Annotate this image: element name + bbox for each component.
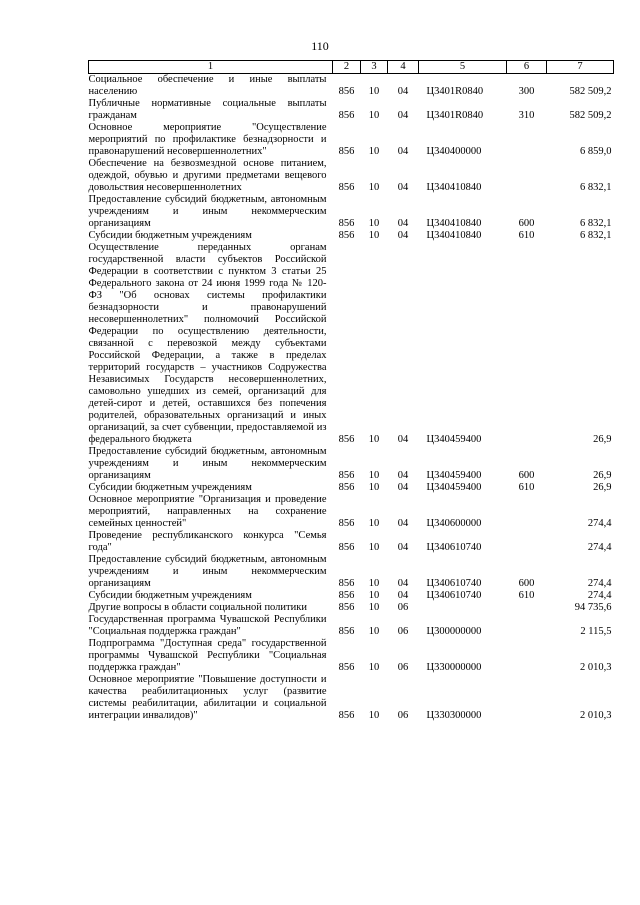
row-rz: 10 <box>368 626 380 637</box>
row-gr: 856 <box>338 182 355 193</box>
row-pr: 04 <box>397 518 409 529</box>
row-target: Ц340610740 <box>426 590 482 601</box>
row-pr: 04 <box>397 578 409 589</box>
row-name: Проведение республиканского конкурса "Семья года" <box>88 530 327 553</box>
table-body <box>89 74 614 723</box>
row-pr: 04 <box>397 86 409 97</box>
row-gr: 856 <box>338 434 355 445</box>
row-rz: 10 <box>368 590 380 601</box>
row-name: Социальное обеспечение и иные выплаты населению <box>88 74 327 97</box>
table-row <box>89 482 614 494</box>
row-amount: 582 509,2 <box>569 86 612 97</box>
table-row <box>89 554 614 590</box>
row-amount: 6 832,1 <box>580 230 612 241</box>
row-name: Предоставление субсидий бюджетным, автономным учреждениям и иным некоммерческим организациям <box>88 194 327 229</box>
row-pr: 06 <box>397 710 409 721</box>
row-name: Субсидии бюджетным учреждениям <box>88 482 252 493</box>
header-col-6: 6 <box>507 61 547 74</box>
page-number: 110 <box>311 39 329 53</box>
row-vr <box>507 242 547 446</box>
header-col-5: 5 <box>419 61 507 74</box>
row-pr: 04 <box>397 434 409 445</box>
row-target: Ц340610740 <box>426 542 482 553</box>
row-pr: 04 <box>397 230 409 241</box>
row-amount: 26,9 <box>593 470 612 481</box>
table-row <box>89 602 614 614</box>
row-name: Обеспечение на безвозмездной основе питанием, одеждой, обувью и другими предметами вещевого довольствия несовершеннолетних <box>88 158 327 193</box>
row-rz: 10 <box>368 434 380 445</box>
row-target: Ц340600000 <box>426 518 482 529</box>
row-pr: 06 <box>397 602 409 613</box>
row-gr: 856 <box>338 470 355 481</box>
row-vr: 610 <box>518 482 535 493</box>
row-target: Ц340610740 <box>426 578 482 589</box>
row-pr: 04 <box>397 590 409 601</box>
row-name: Основное мероприятие "Организация и проведение мероприятий, направленных на сохранение семейных ценностей" <box>88 494 327 529</box>
header-col-4: 4 <box>388 61 419 74</box>
row-target: Ц340459400 <box>426 482 482 493</box>
row-vr <box>507 638 547 674</box>
row-rz: 10 <box>368 230 380 241</box>
table-row <box>89 194 614 230</box>
row-pr: 04 <box>397 146 409 157</box>
row-amount: 6 832,1 <box>580 182 612 193</box>
row-name: Основное мероприятие "Осуществление мероприятий по профилактике безнадзорности и правонарушений несовершеннолетних" <box>88 122 327 157</box>
row-amount: 26,9 <box>593 434 612 445</box>
row-target: Ц300000000 <box>426 626 482 637</box>
row-vr <box>507 494 547 530</box>
row-gr: 856 <box>338 230 355 241</box>
row-gr: 856 <box>338 710 355 721</box>
row-rz: 10 <box>368 578 380 589</box>
row-vr <box>507 530 547 554</box>
header-col-2: 2 <box>333 61 361 74</box>
row-vr <box>507 614 547 638</box>
row-vr: 610 <box>518 230 535 241</box>
row-rz: 10 <box>368 662 380 673</box>
row-amount: 274,4 <box>587 590 612 601</box>
row-gr: 856 <box>338 602 355 613</box>
row-vr <box>507 674 547 722</box>
table-row <box>89 446 614 482</box>
row-rz: 10 <box>368 86 380 97</box>
row-name: Субсидии бюджетным учреждениям <box>88 230 252 241</box>
row-vr <box>507 602 547 614</box>
row-gr: 856 <box>338 518 355 529</box>
row-rz: 10 <box>368 602 380 613</box>
row-amount: 2 010,3 <box>580 710 612 721</box>
table-row <box>89 494 614 530</box>
row-target: Ц330000000 <box>426 662 482 673</box>
row-gr: 856 <box>338 662 355 673</box>
row-gr: 856 <box>338 86 355 97</box>
row-gr: 856 <box>338 110 355 121</box>
row-rz: 10 <box>368 110 380 121</box>
table-row <box>89 122 614 158</box>
row-target: Ц340459400 <box>426 470 482 481</box>
row-amount: 2 115,5 <box>580 626 612 637</box>
row-vr: 300 <box>518 86 535 97</box>
row-rz: 10 <box>368 182 380 193</box>
row-vr <box>507 122 547 158</box>
row-gr: 856 <box>338 542 355 553</box>
row-gr: 856 <box>338 626 355 637</box>
row-amount: 94 735,6 <box>574 602 612 613</box>
row-vr: 600 <box>518 470 535 481</box>
row-rz: 10 <box>368 218 380 229</box>
table-row <box>89 158 614 194</box>
row-amount: 582 509,2 <box>569 110 612 121</box>
row-amount: 2 010,3 <box>580 662 612 673</box>
row-vr: 610 <box>518 590 535 601</box>
row-vr: 600 <box>518 218 535 229</box>
row-pr: 04 <box>397 110 409 121</box>
row-target: Ц340410840 <box>426 182 482 193</box>
header-col-3: 3 <box>361 61 388 74</box>
row-gr: 856 <box>338 146 355 157</box>
budget-table <box>88 60 614 722</box>
table-row <box>89 74 614 99</box>
row-gr: 856 <box>338 578 355 589</box>
row-vr <box>507 158 547 194</box>
row-amount: 6 832,1 <box>580 218 612 229</box>
row-vr: 600 <box>518 578 535 589</box>
row-name: Предоставление субсидий бюджетным, автономным учреждениям и иным некоммерческим организациям <box>88 446 327 481</box>
row-amount: 6 859,0 <box>580 146 612 157</box>
row-target: Ц340459400 <box>426 434 482 445</box>
row-pr: 06 <box>397 662 409 673</box>
table-row <box>89 674 614 722</box>
row-name: Основное мероприятие "Повышение доступности и качества реабилитационных услуг (развитие системы реабилитации, абилитации и социальной интеграции инвалидов)" <box>88 674 327 721</box>
table-row <box>89 230 614 242</box>
row-name: Предоставление субсидий бюджетным, автономным учреждениям и иным некоммерческим организациям <box>88 554 327 589</box>
row-rz: 10 <box>368 482 380 493</box>
row-pr: 04 <box>397 482 409 493</box>
table-row <box>89 614 614 638</box>
table-row <box>89 98 614 122</box>
row-target: Ц330300000 <box>426 710 482 721</box>
row-name: Субсидии бюджетным учреждениям <box>88 590 252 601</box>
row-pr: 06 <box>397 626 409 637</box>
row-name: Другие вопросы в области социальной политики <box>88 602 307 613</box>
table-row <box>89 530 614 554</box>
row-amount: 274,4 <box>587 518 612 529</box>
table-header <box>89 61 614 74</box>
row-pr: 04 <box>397 470 409 481</box>
row-rz: 10 <box>368 710 380 721</box>
row-name: Государственная программа Чувашской Республики "Социальная поддержка граждан" <box>88 614 327 637</box>
row-amount: 26,9 <box>593 482 612 493</box>
row-target: Ц3401R0840 <box>426 110 484 121</box>
header-col-7: 7 <box>547 61 614 74</box>
row-name: Публичные нормативные социальные выплаты гражданам <box>88 98 327 121</box>
table-row <box>89 638 614 674</box>
row-amount: 274,4 <box>587 578 612 589</box>
row-amount: 274,4 <box>587 542 612 553</box>
row-gr: 856 <box>338 218 355 229</box>
table-row <box>89 242 614 446</box>
row-name: Подпрограмма "Доступная среда" государственной программы Чувашской Республики "Социальная поддержка граждан" <box>88 638 327 673</box>
row-rz: 10 <box>368 542 380 553</box>
row-target: Ц3401R0840 <box>426 86 484 97</box>
row-target: Ц340410840 <box>426 230 482 241</box>
row-name: Осуществление переданных органам государственной власти субъектов Российской Федерации в соответствии с пунктом 3 статьи 25 Федерального закона от 24 июня 1999 года № 120-ФЗ "Об основах системы профилактики безнадзорности и правонарушений несовершеннолетних" полномочий Российской Федерации по осуществлению деятельности, связанной с перевозкой между субъектами Российской Федерации, а также в пределах территорий государств – участников Содружества Независимых Государств несовершеннолетних, самовольно ушедших из семей, организаций для детей-сирот и детей, оставшихся без попечения родителей, образовательных организаций и иных организаций, за счет субвенции, предоставляемой из федерального бюджета <box>88 242 327 445</box>
table-row <box>89 590 614 602</box>
row-rz: 10 <box>368 146 380 157</box>
row-gr: 856 <box>338 482 355 493</box>
row-gr: 856 <box>338 590 355 601</box>
row-vr: 310 <box>518 110 535 121</box>
header-col-1: 1 <box>89 61 333 74</box>
row-target: Ц340410840 <box>426 218 482 229</box>
row-rz: 10 <box>368 518 380 529</box>
row-rz: 10 <box>368 470 380 481</box>
row-target <box>419 602 507 614</box>
row-target: Ц340400000 <box>426 146 482 157</box>
row-pr: 04 <box>397 542 409 553</box>
row-pr: 04 <box>397 218 409 229</box>
row-pr: 04 <box>397 182 409 193</box>
